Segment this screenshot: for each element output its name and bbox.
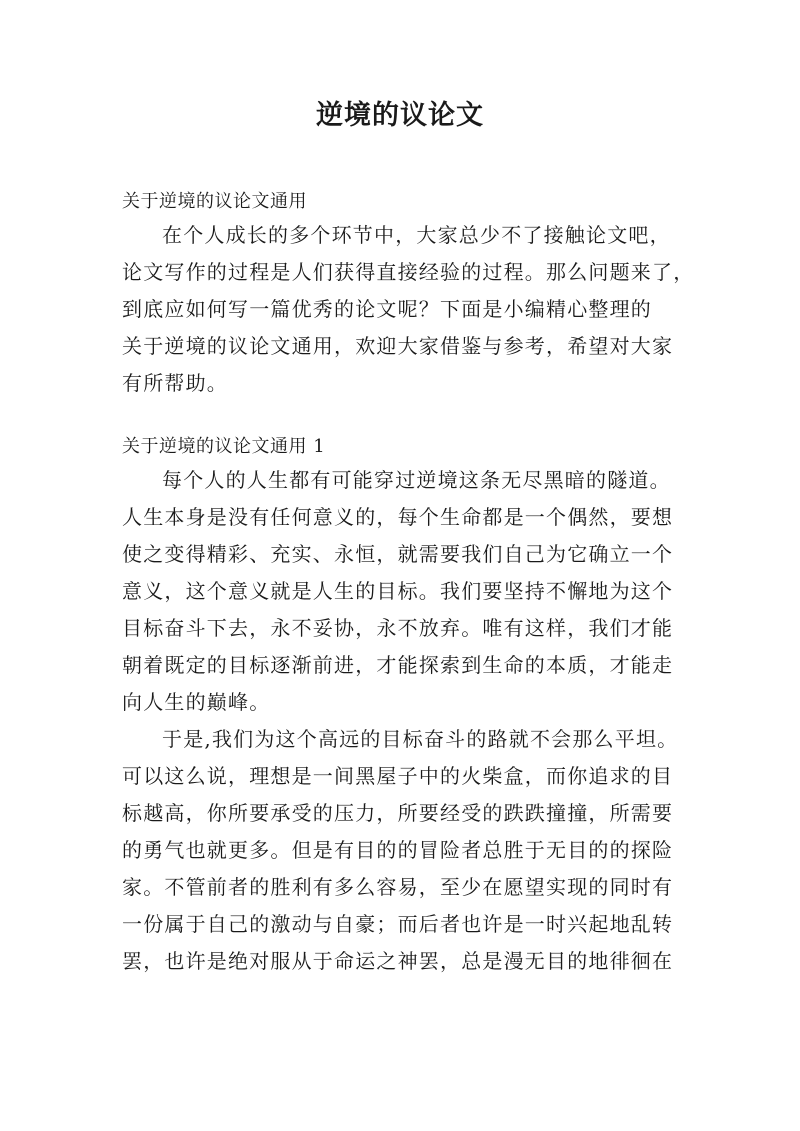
paragraph-line: 在个人成长的多个环节中，大家总少不了接触论文吧， — [162, 223, 671, 247]
section1-paragraph-2 — [122, 721, 682, 980]
paragraph-line: 标越高，你所要承受的压力，所要经受的跌跌撞撞，所需要 — [122, 801, 674, 825]
paragraph-line: 论文写作的过程是人们获得直接经验的过程。那么问题来了， — [122, 260, 695, 284]
section1-paragraph-1 — [122, 462, 682, 721]
paragraph-line: 到底应如何写一篇优秀的论文呢？下面是小编精心整理的 — [122, 297, 652, 321]
document-title: 逆境的议论文 — [316, 100, 484, 131]
paragraph-line: 的勇气也就更多。但是有目的的冒险者总胜于无目的的探险 — [122, 838, 674, 862]
paragraph-line: 家。不管前者的胜利有多么容易，至少在愿望实现的同时有 — [122, 875, 674, 899]
paragraph-line: 关于逆境的议论文通用，欢迎大家借鉴与参考，希望对大家 — [122, 334, 674, 358]
paragraph-line: 每个人的人生都有可能穿过逆境这条无尽黑暗的隧道。 — [162, 468, 671, 492]
paragraph-line: 向人生的巅峰。 — [122, 690, 271, 714]
paragraph-line: 目标奋斗下去，永不妥协，永不放弃。唯有这样，我们才能 — [122, 616, 674, 640]
paragraph-line: 人生本身是没有任何意义的，每个生命都是一个偶然，要想 — [122, 505, 674, 529]
paragraph-line: 罢，也许是绝对服从于命运之神罢，总是漫无目的地徘徊在 — [122, 949, 674, 973]
paragraph-line: 意义，这个意义就是人生的目标。我们要坚持不懈地为这个 — [122, 579, 674, 603]
section-spacer — [122, 402, 682, 432]
paragraph-line: 使之变得精彩、充实、永恒，就需要我们自己为它确立一个 — [122, 542, 674, 566]
section1-heading: 关于逆境的议论文通用 1 — [122, 436, 326, 457]
document-body — [122, 187, 695, 980]
paragraph-line: 一份属于自己的激动与自豪；而后者也许是一时兴起地乱转 — [122, 912, 674, 936]
intro-heading: 关于逆境的议论文通用 — [122, 191, 307, 212]
paragraph-line: 朝着既定的目标逐渐前进，才能探索到生命的本质，才能走 — [122, 653, 674, 677]
paragraph-line: 有所帮助。 — [122, 371, 228, 395]
paragraph-line: 于是,我们为这个高远的目标奋斗的路就不会那么平坦。 — [162, 727, 679, 751]
intro-paragraph — [122, 217, 695, 402]
paragraph-line: 可以这么说，理想是一间黑屋子中的火柴盒，而你追求的目 — [122, 764, 674, 788]
